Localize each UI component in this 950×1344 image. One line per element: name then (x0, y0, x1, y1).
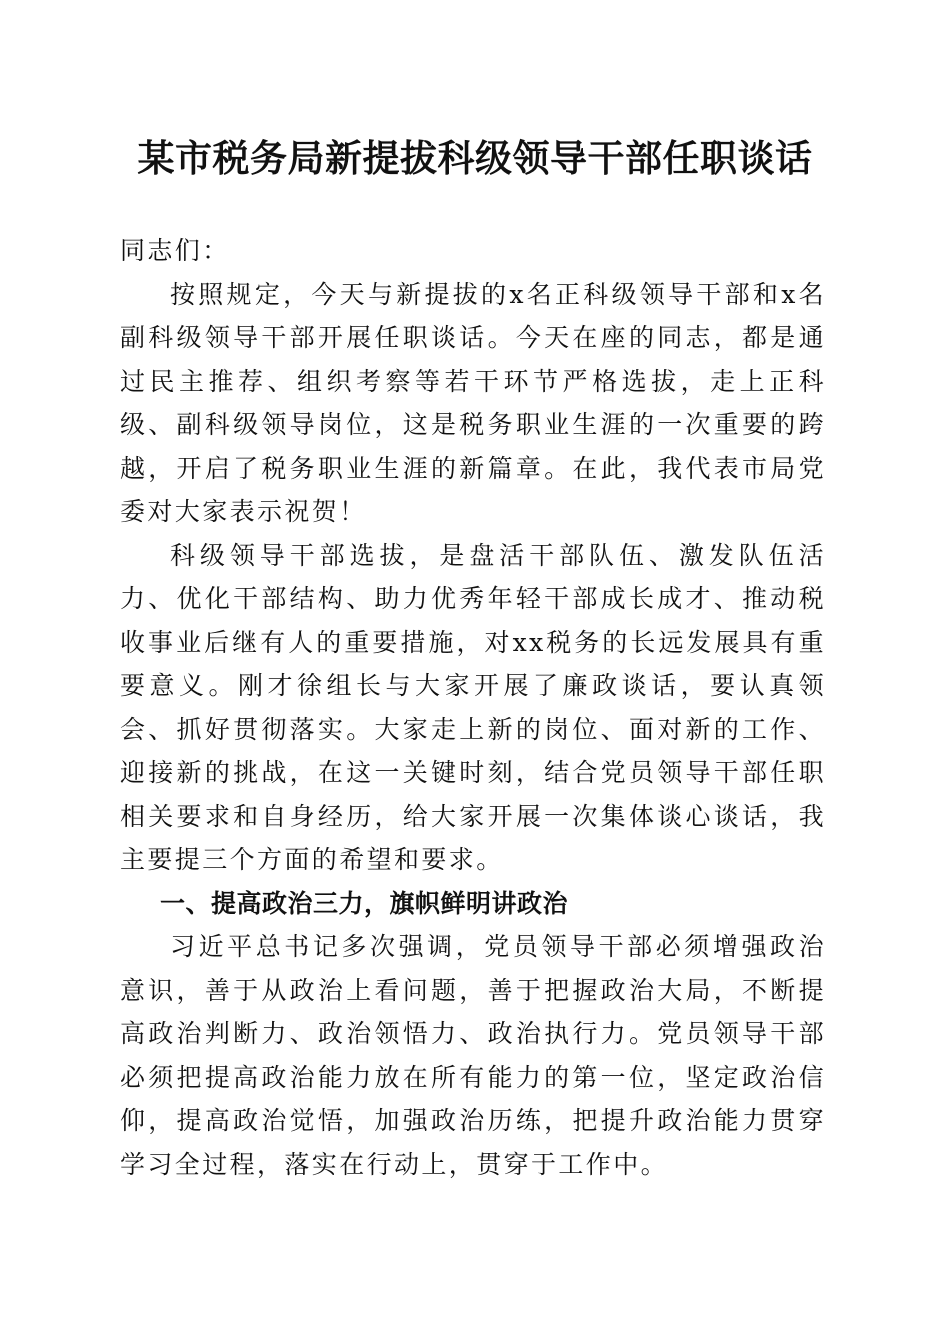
paragraph-intro: 按照规定，今天与新提拔的x名正科级领导干部和x名副科级领导干部开展任职谈话。今天在座的同志，都是通过民主推荐、组织考察等若干环节严格选拔，走上正科级、副科级领导岗位，这是税务职业生涯的一次重要的跨越，开启了税务职业生涯的新篇章。在此，我代表市局党委对大家表示祝贺！ (120, 279, 826, 526)
salutation: 同志们： (120, 236, 230, 265)
paragraph-selection: 科级领导干部选拔，是盘活干部队伍、激发队伍活力、优化干部结构、助力优秀年轻干部成长成才、推动税收事业后继有人的重要措施，对xx税务的长远发展具有重要意义。刚才徐组长与大家开展了廉政谈话，要认真领会、抓好贯彻落实。大家走上新的岗位、面对新的工作、迎接新的挑战，在这一关键时刻，结合党员领导干部任职相关要求和自身经历，给大家开展一次集体谈心谈话，我主要提三个方面的希望和要求。 (120, 540, 826, 874)
document-title: 某市税务局新提拔科级领导干部任职谈话 (137, 136, 813, 180)
paragraph-section-one: 习近平总书记多次强调，党员领导干部必须增强政治意识，善于从政治上看问题，善于把握政治大局，不断提高政治判断力、政治领悟力、政治执行力。党员领导干部必须把提高政治能力放在所有能力的第一位，坚定政治信仰，提高政治觉悟，加强政治历练，把提升政治能力贯穿学习全过程，落实在行动上，贯穿于工作中。 (120, 932, 826, 1179)
document-body (120, 229, 826, 1186)
section-heading: 一、提高政治三力，旗帜鲜明讲政治 (160, 888, 569, 918)
